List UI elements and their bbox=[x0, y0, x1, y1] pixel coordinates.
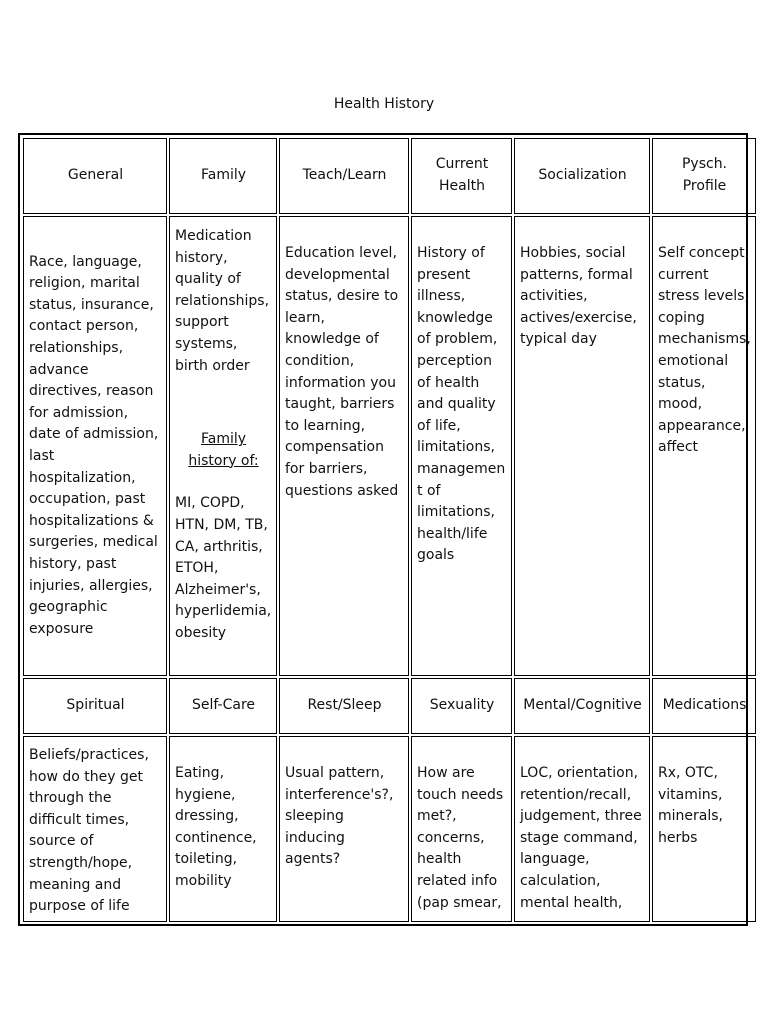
header-psych-profile: Pysch. Profile bbox=[652, 138, 756, 214]
medications-text: Rx, OTC, vitamins, minerals, herbs bbox=[658, 765, 723, 846]
cell-mental-cognitive bbox=[514, 736, 650, 922]
mental-cognitive-text: LOC, orientation, retention/recall, judgement, three stage command, language, calculation, mental health, bbox=[520, 765, 642, 911]
self-care-text: Eating, hygiene, dressing, continence, toileting, mobility bbox=[175, 765, 257, 889]
sexuality-text: How are touch needs met?, concerns, health related info (pap smear, bbox=[417, 765, 504, 911]
teach-learn-text: Education level, developmental status, desire to learn, knowledge of condition, information you taught, barriers to learning, compensation for barriers, questions asked bbox=[285, 245, 399, 499]
psych-profile-text: Self concept, current stress levels, coping mechanisms, emotional status, mood, appearance, affect bbox=[658, 245, 751, 456]
family-history-subheading: Family history of: bbox=[188, 431, 259, 469]
header-spiritual: Spiritual bbox=[23, 678, 167, 734]
cell-current-health bbox=[411, 216, 512, 676]
header-self-care: Self-Care bbox=[169, 678, 277, 734]
header-socialization: Socialization bbox=[514, 138, 650, 214]
page-title: Health History bbox=[333, 96, 435, 112]
header-row-1 bbox=[23, 138, 756, 214]
family-history-list: MI, COPD, HTN, DM, TB, CA, arthritis, ETOH, Alzheimer's, hyperlidemia, obesity bbox=[175, 495, 272, 641]
health-history-table-frame bbox=[18, 133, 751, 926]
rest-sleep-text: Usual pattern, interference's?, sleeping inducing agents? bbox=[285, 765, 394, 868]
cell-teach-learn bbox=[279, 216, 409, 676]
cell-family bbox=[169, 216, 277, 676]
header-sexuality: Sexuality bbox=[411, 678, 512, 734]
cell-spiritual bbox=[23, 736, 167, 922]
header-row-2 bbox=[23, 678, 756, 734]
content-row-2 bbox=[23, 736, 756, 922]
current-health-text: History of present illness, knowledge of problem, perception of health and quality of life, limitations, management of limitations, health/life goals bbox=[417, 245, 506, 564]
cell-rest-sleep bbox=[279, 736, 409, 922]
header-mental-cognitive: Mental/Cognitive bbox=[514, 678, 650, 734]
header-general: General bbox=[23, 138, 167, 214]
cell-self-care bbox=[169, 736, 277, 922]
socialization-text: Hobbies, social patterns, formal activities, actives/exercise, typical day bbox=[520, 245, 637, 348]
header-medications: Medications bbox=[652, 678, 756, 734]
spiritual-text: Beliefs/practices, how do they get through the difficult times, source of strength/hope, meaning and purpose of life bbox=[29, 747, 149, 915]
header-rest-sleep: Rest/Sleep bbox=[279, 678, 409, 734]
cell-medications bbox=[652, 736, 756, 922]
cell-psych-profile bbox=[652, 216, 756, 676]
content-row-1 bbox=[23, 216, 756, 676]
health-history-table bbox=[21, 136, 758, 924]
cell-socialization bbox=[514, 216, 650, 676]
cell-general: Race, language, religion, marital status, insurance, contact person, relationships, advance directives, reason for admission, date of admission, last hospitalization, occupation, past hospitalizations & surgeries, medical history, past injuries, allergies, geographic exposure bbox=[23, 216, 167, 676]
family-intro-text: Medication history, quality of relationships, support systems, birth order bbox=[175, 228, 270, 374]
header-teach-learn: Teach/Learn bbox=[279, 138, 409, 214]
header-current-health: Current Health bbox=[411, 138, 512, 214]
header-family: Family bbox=[169, 138, 277, 214]
cell-sexuality bbox=[411, 736, 512, 922]
